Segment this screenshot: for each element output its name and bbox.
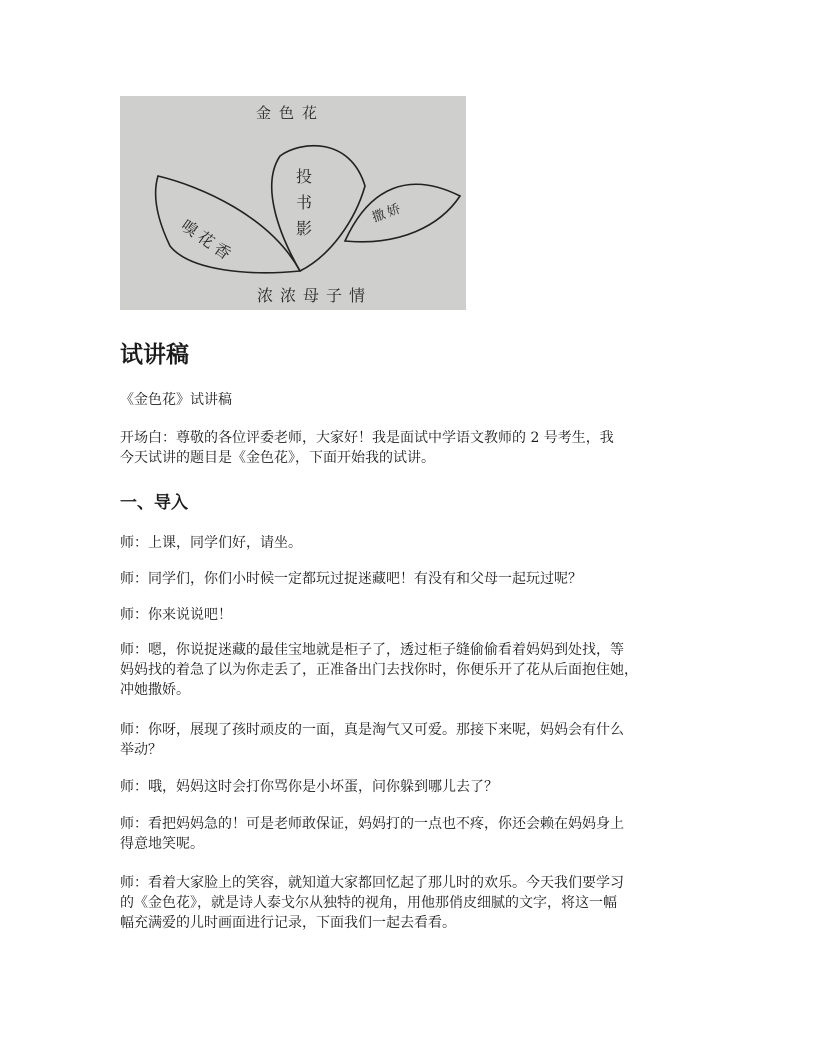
paragraph: 师：嗯，你说捉迷藏的最佳宝地就是柜子了，透过柜子缝偷偷看着妈妈到处找，等 妈妈找的着急了以为你走丢了，正准备出门去找你时，你便乐开了花从后面抱住她， 冲她撒娇。 — [120, 642, 638, 698]
middle-petal-label: 投书影 — [293, 168, 313, 246]
paragraph: 师：看把妈妈急的！可是老师敢保证，妈妈打的一点也不疼，你还会赖在妈妈身上 得意地笑呢。 — [120, 816, 624, 852]
paragraph: 师：上课，同学们好，请坐。 — [120, 535, 302, 551]
section-heading-intro: 一、导入 — [120, 493, 188, 513]
leaf-diagram — [120, 96, 466, 310]
paragraph: 师：你呀，展现了孩时顽皮的一面，真是淘气又可爱。那接下来呢，妈妈会有什么 举动？ — [120, 722, 624, 758]
top-label: 金色花 — [256, 104, 326, 122]
right-petal-label: 撒娇 — [370, 200, 406, 226]
paragraph: 师：你来说说吧！ — [120, 607, 232, 623]
mind-map-photo — [120, 96, 466, 310]
page-title: 试讲稿 — [120, 342, 189, 368]
paragraph: 师：同学们，你们小时候一定都玩过捉迷藏吧！有没有和父母一起玩过呢？ — [120, 571, 582, 587]
opening-paragraph: 开场白：尊敬的各位评委老师，大家好！我是面试中学语文教师的 2 号考生，我 今天试讲的题目是《金色花》，下面开始我的试讲。 — [120, 430, 614, 466]
subtitle: 《金色花》试讲稿 — [120, 392, 232, 408]
left-petal-label: 嗅花香 — [177, 215, 238, 266]
paragraph: 师：看着大家脸上的笑容，就知道大家都回忆起了那儿时的欢乐。今天我们要学习 的《金色花》，就是诗人泰戈尔从独特的视角，用他那俏皮细腻的文字，将这一幅 幅充满爱的儿时画面进行记录，下面我们一起去看看。 — [120, 875, 624, 931]
bottom-label: 浓浓母子情 — [257, 286, 373, 305]
paragraph: 师：哦，妈妈这时会打你骂你是小坏蛋，问你躲到哪儿去了？ — [120, 779, 498, 795]
